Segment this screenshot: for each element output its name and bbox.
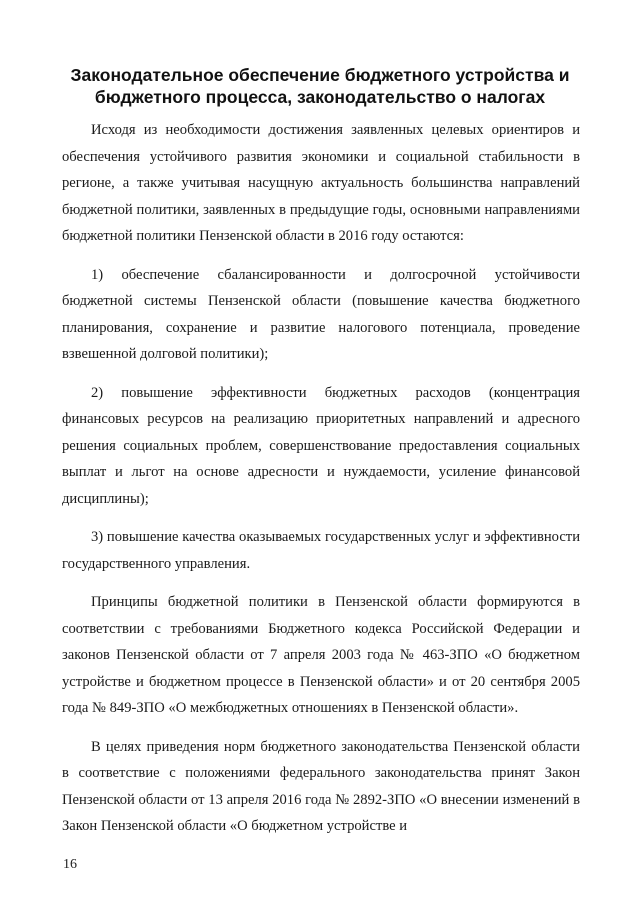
paragraph: 3) повышение качества оказываемых государственных услуг и эффективности государственного управления. [62, 529, 580, 572]
page-number: 16 [63, 857, 77, 872]
paragraph: 2) повышение эффективности бюджетных расходов (концентрация финансовых ресурсов на реализацию приоритетных направлений и адресного решения социальных проблем, совершенствование предоставления социальных выплат и льгот на основе адресности и нуждаемости, усиление финансовой дисциплины); [62, 384, 580, 507]
paragraph: В целях приведения норм бюджетного законодательства Пензенской области в соответствие с положениями федерального законодательства принят Закон Пензенской области от 13 апреля 2016 года № 2892-ЗПО «О внесении изменений в Закон Пензенской области «О бюджетном устройстве и [62, 738, 580, 834]
paragraph: 1) обеспечение сбалансированности и долгосрочной устойчивости бюджетной системы Пензенской области (повышение качества бюджетного планирования, сохранение и развитие налогового потенциала, проведение взвешенной долговой политики); [62, 266, 580, 362]
paragraph: Принципы бюджетной политики в Пензенской области формируются в соответствии с требованиями Бюджетного кодекса Российской Федерации и законов Пензенской области от 7 апреля 2003 года № 463-ЗПО «О бюджетном устройстве и бюджетном процессе в Пензенской области» и от 20 сентября 2005 года № 849-ЗПО «О межбюджетных отношениях в Пензенской области». [62, 594, 580, 716]
page-title: Законодательное обеспечение бюджетного устройства и бюджетного процесса, законодательство о налогах [70, 65, 570, 107]
paragraph: Исходя из необходимости достижения заявленных целевых ориентиров и обеспечения устойчивого развития экономики и социальной стабильности в регионе, а также учитывая насущную актуальность большинства направлений бюджетной политики, заявленных в предыдущие годы, основными направлениями бюджетной политики Пензенской области в 2016 году остаются: [62, 122, 580, 244]
document-body [62, 117, 580, 852]
